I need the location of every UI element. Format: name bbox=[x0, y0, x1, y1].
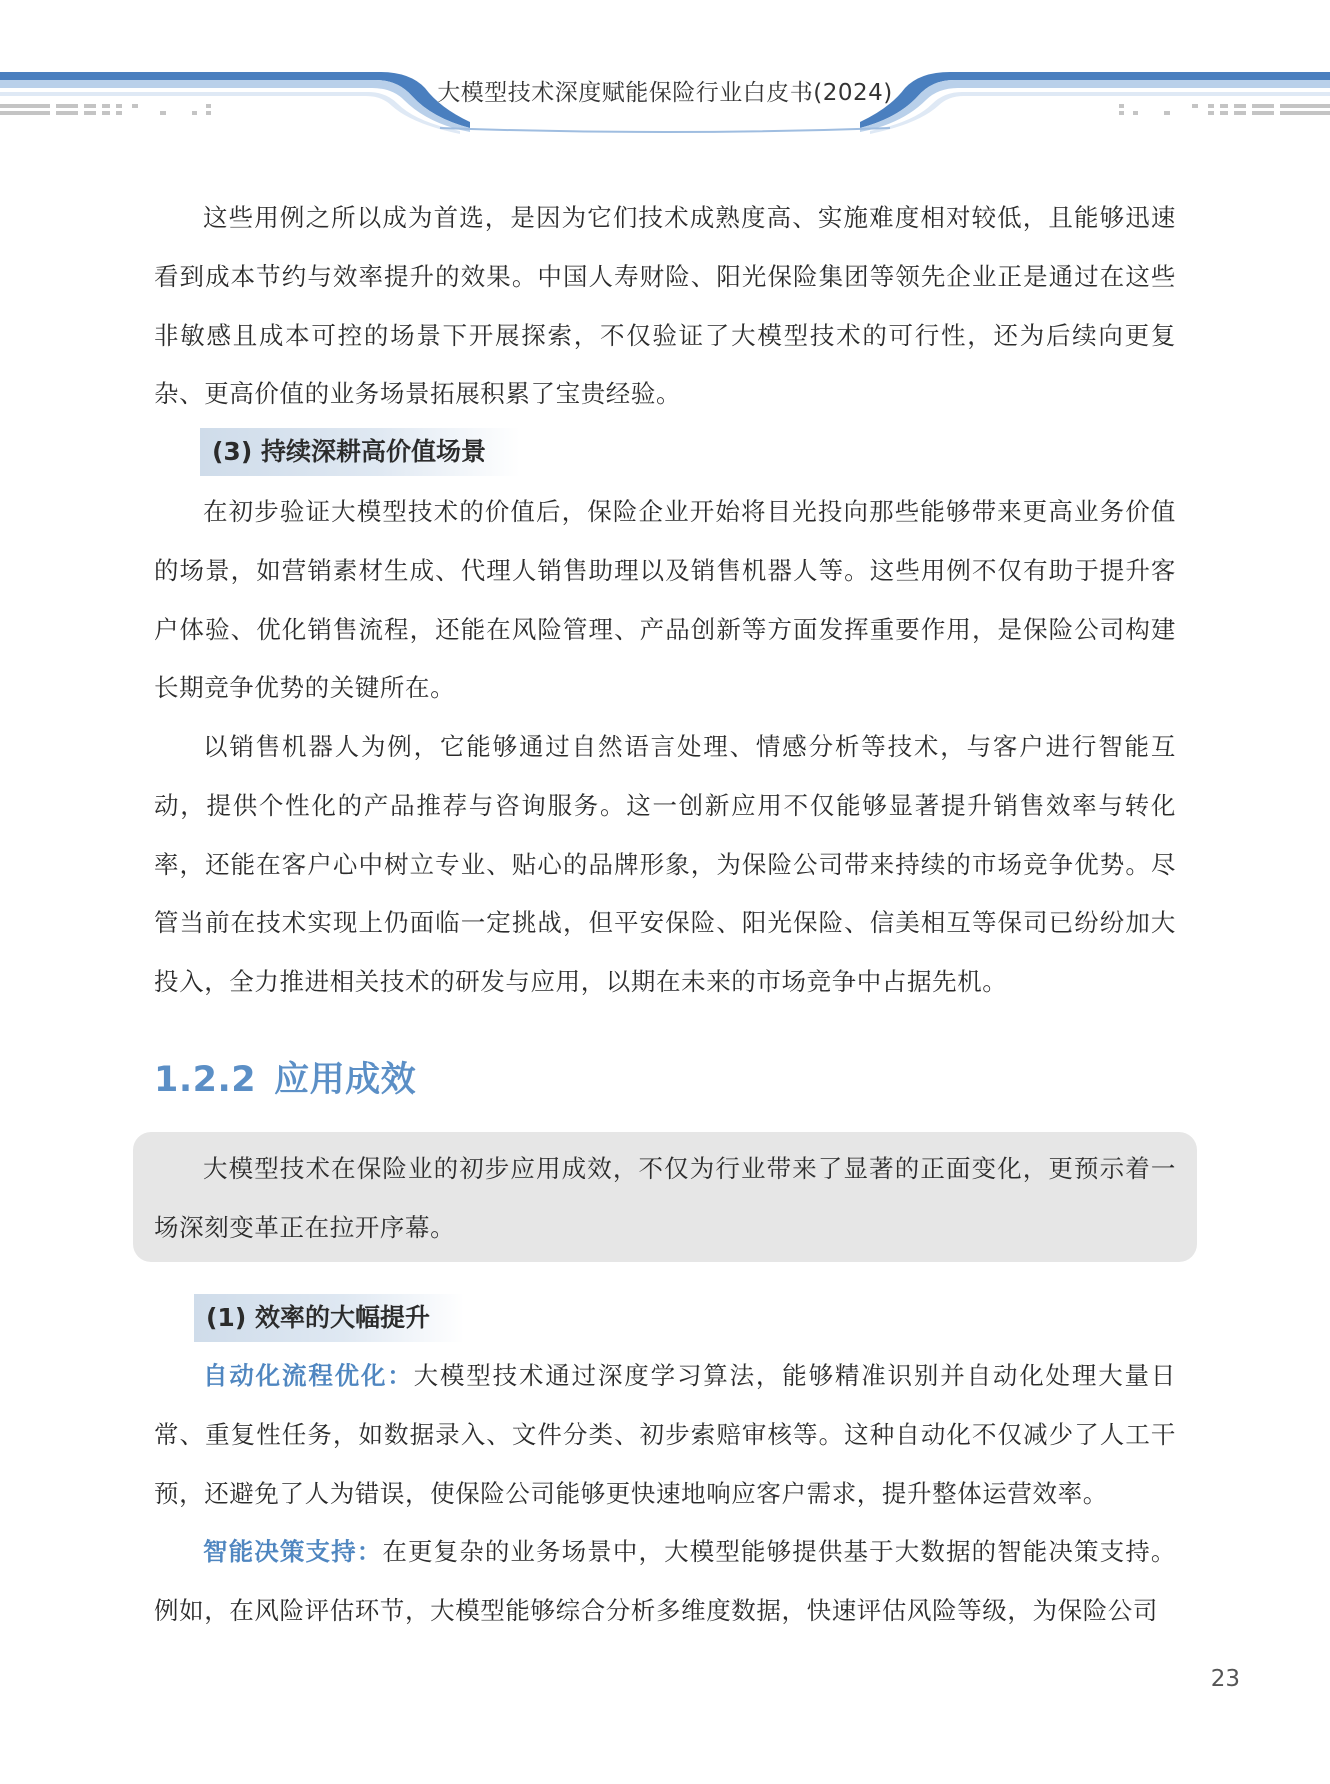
section-heading bbox=[154, 1052, 416, 1102]
section-number: 1.2.2 bbox=[154, 1060, 257, 1100]
header-decoration bbox=[0, 0, 1330, 140]
body-paragraph-1: 这些用例之所以成为首选，是因为它们技术成熟度高、实施难度相对较低，且能够迅速看到成本节约与效率提升的效果。中国人寿财险、阳光保险集团等领先企业正是通过在这些非敏感且成本可控的场景下开展探索，不仅验证了大模型技术的可行性，还为后续向更复杂、更高价值的业务场景拓展积累了宝贵经验。 bbox=[154, 203, 1176, 409]
automation-text: 大模型技术通过深度学习算法，能够精准识别并自动化处理大量日常、重复性任务，如数据录入、文件分类、初步索赔审核等。这种自动化不仅减少了人工干预，还避免了人为错误，使保险公司能够更快速地响应客户需求，提升整体运营效率。 bbox=[154, 1361, 1176, 1508]
section-summary-text: 大模型技术在保险业的初步应用成效，不仅为行业带来了显著的正面变化，更预示着一场深刻变革正在拉开序幕。 bbox=[154, 1154, 1176, 1242]
subheading-sustained-high-value: (3) 持续深耕高价值场景 bbox=[200, 428, 520, 476]
keyword-automation: 自动化流程优化： bbox=[203, 1361, 414, 1390]
keyword-decision-support: 智能决策支持： bbox=[203, 1537, 383, 1566]
running-header-title: 大模型技术深度赋能保险行业白皮书(2024) bbox=[437, 80, 893, 106]
section-title-text: 应用成效 bbox=[274, 1060, 417, 1100]
body-paragraph-decision-support bbox=[154, 1523, 1176, 1641]
decision-support-text: 在更复杂的业务场景中，大模型能够提供基于大数据的智能决策支持。例如，在风险评估环节，大模型能够综合分析多维度数据，快速评估风险等级，为保险公司 bbox=[154, 1537, 1176, 1625]
subheading-efficiency-improvement: (1) 效率的大幅提升 bbox=[194, 1294, 464, 1342]
body-paragraph-automation bbox=[154, 1347, 1176, 1523]
body-paragraph-3: 以销售机器人为例，它能够通过自然语言处理、情感分析等技术，与客户进行智能互动，提供个性化的产品推荐与咨询服务。这一创新应用不仅能够显著提升销售效率与转化率，还能在客户心中树立专业、贴心的品牌形象，为保险公司带来持续的市场竞争优势。尽管当前在技术实现上仍面临一定挑战，但平安保险、阳光保险、信美相互等保司已纷纷加大投入，全力推进相关技术的研发与应用，以期在未来的市场竞争中占据先机。 bbox=[154, 732, 1176, 997]
page-number: 23 bbox=[1210, 1666, 1240, 1692]
body-paragraph-2: 在初步验证大模型技术的价值后，保险企业开始将目光投向那些能够带来更高业务价值的场景，如营销素材生成、代理人销售助理以及销售机器人等。这些用例不仅有助于提升客户体验、优化销售流程，还能在风险管理、产品创新等方面发挥重要作用，是保险公司构建长期竞争优势的关键所在。 bbox=[154, 497, 1176, 703]
